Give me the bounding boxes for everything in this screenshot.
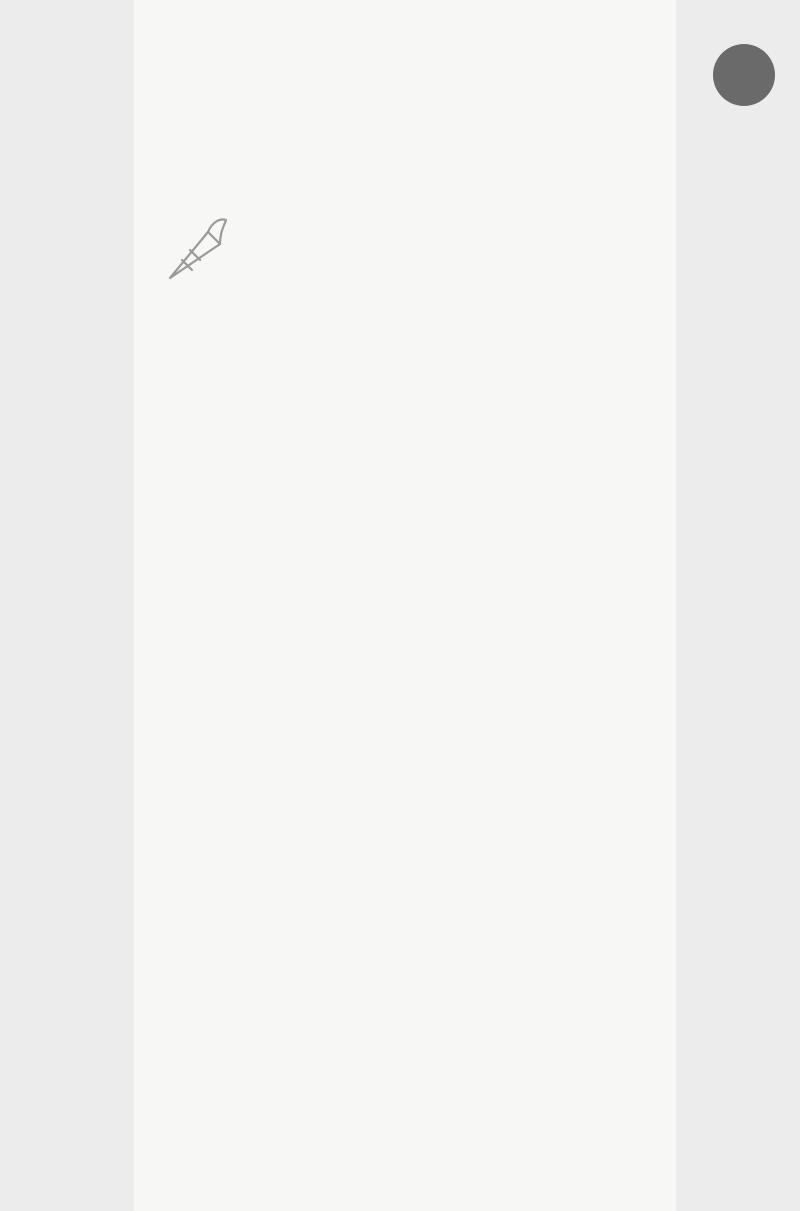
document-page	[134, 0, 676, 1211]
site-watermark-logo	[606, 1112, 796, 1204]
zoom-indicator[interactable]	[713, 44, 775, 106]
carrot-sticker-icon	[160, 210, 234, 315]
